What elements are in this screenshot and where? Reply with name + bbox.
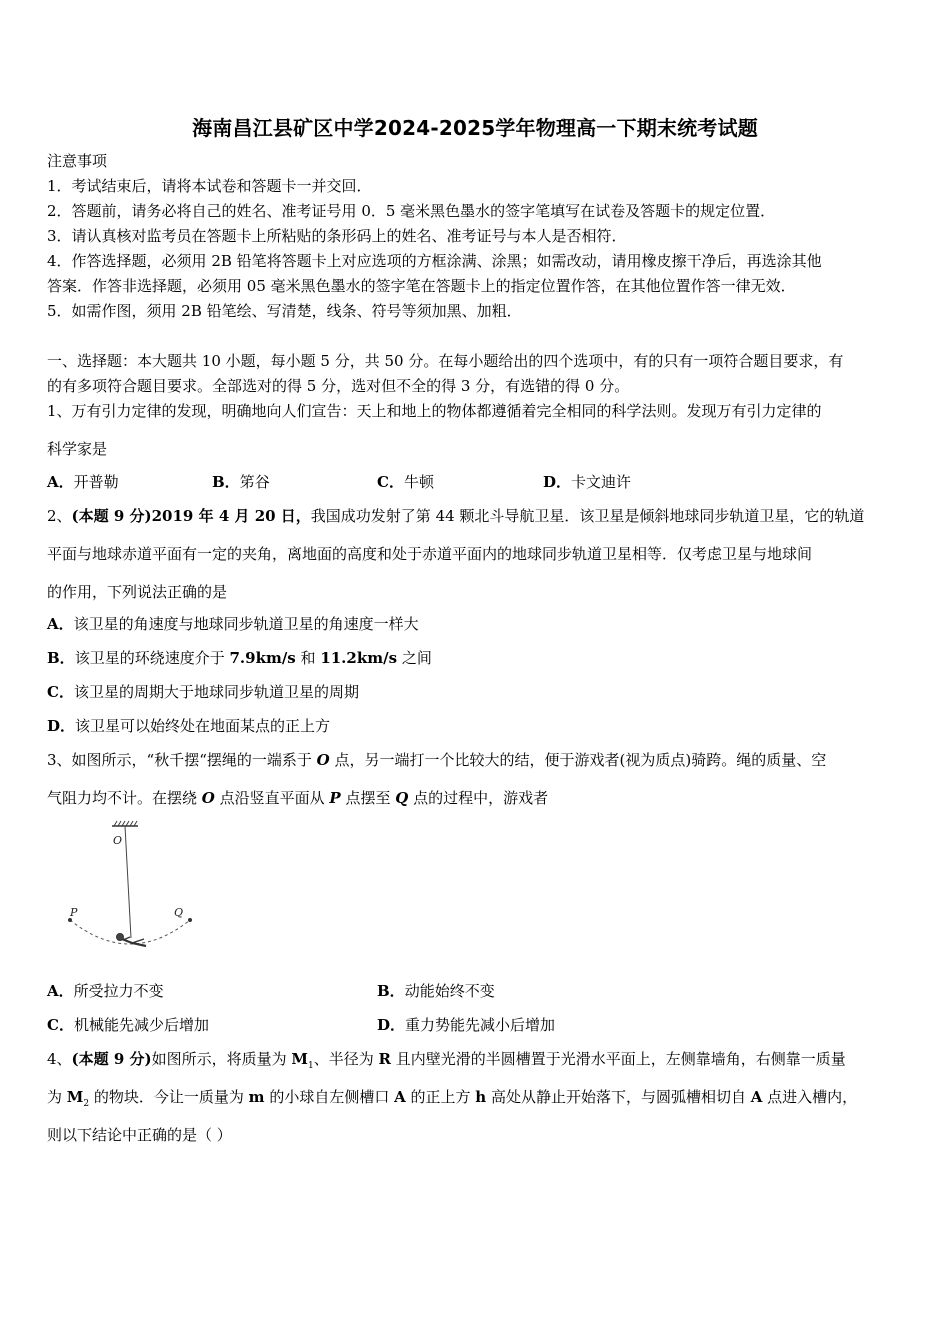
q2-option-a: A．该卫星的角速度与地球同步轨道卫星的角速度一样大: [47, 615, 419, 633]
rope: [125, 826, 131, 938]
swing-figure: [60, 818, 210, 968]
notice-item-1: 1．考试结束后，请将本试卷和答题卡一并交回．: [47, 177, 372, 195]
q3-option-c: C．机械能先减少后增加: [47, 1016, 209, 1034]
label-q: Q: [174, 906, 184, 919]
question-3-stem-cont: 气阻力均不计。在摆绕 O 点沿竖直平面从 P 点摆至 Q 点的过程中，游戏者: [47, 789, 549, 807]
ceiling-hatch: [114, 821, 137, 826]
question-3-stem: 3、如图所示，“秋千摆“摆绳的一端系于 O 点，另一端打一个比较大的结，便于游戏者(视为质点)骑跨。绳的质量、空: [47, 751, 827, 769]
page-title: 海南昌江县矿区中学2024-2025学年物理高一下期末统考试题: [192, 116, 758, 140]
notice-item-4-cont: 答案．作答非选择题，必须用 05 毫米黑色墨水的签字笔在答题卡上的指定位置作答，在其他位置作答一律无效．: [47, 277, 796, 295]
question-2-stem-end: 的作用，下列说法正确的是: [47, 583, 228, 601]
section-heading-cont: 的有多项符合题目要求。全部选对的得 5 分，选对但不全的得 3 分，有选错的得 0 分。: [47, 377, 630, 395]
question-4-stem: 4、(本题 9 分)如图所示，将质量为 $M_1$、半径为 R 且内壁光滑的半圆槽置于光滑水平面上，左侧靠墙角，右侧靠一质量: [47, 1050, 846, 1071]
q1-option-c: C．牛顿: [377, 473, 434, 491]
q1-option-b: B．笫谷: [212, 473, 270, 491]
q1-option-a: A．开普勒: [47, 473, 119, 491]
q2-option-c: C．该卫星的周期大于地球同步轨道卫星的周期: [47, 683, 359, 701]
question-4-stem-end: 则以下结论中正确的是（ ）: [47, 1126, 232, 1144]
question-1-stem-cont: 科学家是: [47, 440, 108, 458]
notice-item-2: 2．答题前，请务必将自己的姓名、准考证号用 0．5 毫米黑色墨水的签字笔填写在试卷及答题卡的规定位置．: [47, 202, 776, 220]
question-2-stem: 2、(本题 9 分)2019 年 4 月 20 日，我国成功发射了第 44 颗北斗导航卫星．该卫星是倾斜地球同步轨道卫星，它的轨道: [47, 507, 865, 525]
question-4-stem-cont: 为 $M_2$ 的物块．今让一质量为 m 的小球自左侧槽口 A 的正上方 h 高处从静止开始落下，与圆弧槽相切自 A 点进入槽内，: [47, 1088, 858, 1109]
notice-heading: 注意事项: [47, 152, 108, 170]
notice-item-5: 5．如需作图，须用 2B 铅笔绘、写清楚，线条、符号等须加黑、加粗．: [47, 302, 522, 320]
q1-option-d: D．卡文迪许: [543, 473, 632, 491]
label-p: P: [70, 906, 78, 919]
q3-option-b: B．动能始终不变: [377, 982, 495, 1000]
q2-option-b: B．该卫星的环绕速度介于 7.9km/s 和 11.2km/s 之间: [47, 649, 432, 667]
q3-option-d: D．重力势能先减小后增加: [377, 1016, 556, 1034]
point-q: [188, 918, 192, 922]
question-2-stem-cont: 平面与地球赤道平面有一定的夹角，离地面的高度和处于赤道平面内的地球同步轨道卫星相等．仅考虑卫星与地球间: [47, 545, 813, 563]
q2-option-d: D．该卫星可以始终处在地面某点的正上方: [47, 717, 331, 735]
question-1-stem: 1、万有引力定律的发现，明确地向人们宣告：天上和地上的物体都遵循着完全相同的科学法则。发现万有引力定律的: [47, 402, 822, 420]
q3-option-a: A．所受拉力不变: [47, 982, 164, 1000]
label-o: O: [113, 834, 123, 847]
notice-item-3: 3．请认真核对监考员在答题卡上所粘贴的条形码上的姓名、准考证号与本人是否相符．: [47, 227, 627, 245]
notice-item-4: 4．作答选择题，必须用 2B 铅笔将答题卡上对应选项的方框涂满、涂黑；如需改动，请用橡皮擦干净后，再选涂其他: [47, 252, 822, 270]
section-heading: 一、选择题：本大题共 10 小题，每小题 5 分，共 50 分。在每小题给出的四个选项中，有的只有一项符合题目要求，有: [47, 352, 844, 370]
